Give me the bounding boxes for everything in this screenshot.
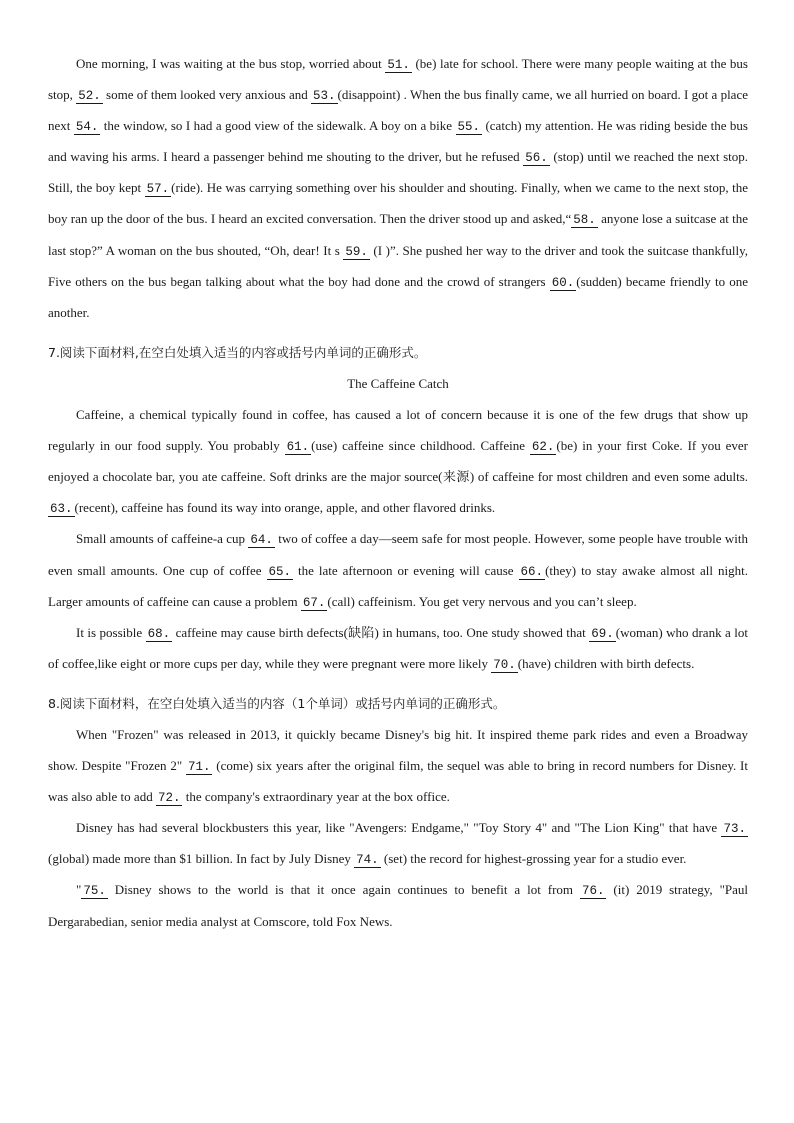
passage-text: One morning, I was waiting at the bus stop, worried about [76, 56, 386, 71]
passage-text: (be) in your first Coke. If you ever enjoyed a chocolate bar, you ate caffeine. Soft drinks are the major source(来源) of caffeine for most children and even some adults. [48, 438, 748, 485]
passage-text: (it) 2019 strategy, "Paul Dergarabedian, senior media analyst at Comscore, told Fox News. [48, 882, 749, 929]
answer-blank[interactable]: 51. [387, 58, 410, 72]
passage-text: Disney has had several blockbusters this year, like "Avengers: Endgame," "Toy Story 4" and "The Lion King" that have [76, 820, 722, 836]
passage-text: (sudden) became friendly to one another. [48, 273, 748, 320]
passage-title: The Caffeine Catch [347, 375, 449, 391]
passage-text: two of coffee a day—seem safe for most people. However, some people have trouble with even small amounts. One cup of coffee [48, 531, 748, 578]
passage-text: When "Frozen" was released in 2013, it quickly became Disney's big hit. It inspired theme park rides and even a Broadway show. Despite "Frozen 2" [48, 726, 748, 774]
answer-blank[interactable]: 62. [531, 440, 555, 455]
passage-text: some of them looked very anxious and [102, 87, 312, 103]
passage-text: Disney shows to the world is that it once again continues to benefit a lot from [107, 882, 580, 898]
passage-paragraph [48, 617, 748, 679]
passage-text: caffeine may cause birth defects(缺陷) in humans, too. One study showed that [172, 624, 590, 640]
passage-text: (stop) until we reached the next stop. Still, the boy kept [48, 149, 749, 196]
answer-blank[interactable]: 54. [75, 120, 99, 135]
answer-blank[interactable]: 75. [83, 884, 106, 899]
passage-paragraph [48, 719, 748, 812]
passage-paragraph [48, 874, 748, 936]
answer-blank[interactable]: 74. [356, 853, 379, 868]
passage-paragraph [48, 48, 748, 328]
answer-blank[interactable]: 63. [50, 502, 73, 517]
passage-text: (use) caffeine since childhood. Caffeine [311, 438, 530, 454]
section-heading: 7.阅读下面材料,在空白处填入适当的内容或括号内单词的正确形式。 [48, 344, 427, 360]
answer-blank[interactable]: 55. [457, 120, 481, 135]
answer-blank[interactable]: 56. [525, 151, 548, 166]
passage-text: (catch) my attention. He was riding beside the bus and waving his arms. I heard a passenger behind me shouting to the driver, but he refused [48, 118, 748, 165]
answer-blank[interactable]: 65. [268, 564, 292, 579]
document-page [48, 48, 748, 937]
passage-text: the company's extraordinary year at the box office. [182, 789, 450, 805]
passage-text: (global) made more than $1 billion. In fact by July Disney [48, 851, 355, 867]
passage-text: (call) caffeinism. You get very nervous and you can’t sleep. [327, 593, 637, 609]
passage-text: Caffeine, a chemical typically found in coffee, has caused a lot of concern because it is one of the few drugs that show up regularly in our food supply. You probably [48, 407, 748, 454]
passage-text: It is possible [76, 624, 146, 640]
answer-blank[interactable]: 70. [493, 657, 516, 672]
passage-text: (woman) who drank a lot of coffee,like eight or more cups per day, while they were pregnant were more likely [48, 624, 748, 671]
answer-blank[interactable]: 76. [581, 884, 605, 899]
passage-text: the window, so I had a good view of the sidewalk. A boy on a bike [100, 118, 456, 134]
passage-text: (I )”. She pushed her way to the driver and took the suitcase thankfully, Five others on the bus began talking about what the boy had done and the crowd of strangers [48, 242, 748, 289]
passage-text: " [76, 882, 82, 898]
passage-text: (disappoint) . When the bus finally came, we all hurried on board. I got a place next [48, 87, 748, 134]
answer-blank[interactable]: 53. [313, 89, 336, 104]
passage-text: (recent), caffeine has found its way into orange, apple, and other flavored drinks. [74, 500, 496, 516]
answer-blank[interactable]: 68. [147, 626, 171, 641]
answer-blank[interactable]: 73. [723, 822, 746, 837]
answer-blank[interactable]: 60. [551, 275, 575, 290]
answer-blank[interactable]: 59. [345, 244, 368, 259]
section-heading: 8.阅读下面材料，在空白处填入适当的内容（1个单词）或括号内单词的正确形式。 [48, 695, 506, 711]
passage-text: (have) children with birth defects. [517, 655, 695, 671]
answer-blank[interactable]: 71. [187, 760, 211, 775]
answer-blank[interactable]: 66. [520, 564, 544, 579]
passage-text: (ride). He was carrying something over his shoulder and shouting. Finally, when we came to the next stop, the boy ran up the door of the bus. I heard an excited conversation. Then the driver stood up and asked,“ [48, 180, 748, 227]
passage-text: (be) late for school. There were many people waiting at the bus stop, [48, 56, 748, 103]
answer-blank[interactable]: 52. [78, 89, 101, 104]
answer-blank[interactable]: 57. [146, 182, 170, 197]
answer-blank[interactable]: 67. [302, 595, 326, 610]
passage-text: (come) six years after the original film, the sequel was able to bring in record numbers for Disney. It was also able to add [48, 758, 748, 805]
passage-paragraph [48, 399, 748, 523]
passage-text: Small amounts of caffeine-a cup [76, 531, 249, 547]
passage-paragraph [48, 523, 748, 616]
answer-blank[interactable]: 72. [157, 791, 181, 806]
passage-paragraph [48, 812, 748, 874]
answer-blank[interactable]: 61. [286, 440, 310, 455]
answer-blank[interactable]: 69. [591, 626, 614, 641]
answer-blank[interactable]: 64. [250, 533, 273, 548]
passage-text: (set) the record for highest-grossing year for a studio ever. [380, 851, 687, 867]
passage-text: the late afternoon or evening will cause [293, 562, 519, 578]
answer-blank[interactable]: 58. [573, 213, 596, 228]
passage-text: anyone lose a suitcase at the last stop?” A woman on the bus shouted, “Oh, dear! It s [48, 211, 749, 258]
passage-text: (they) to stay awake almost all night. Larger amounts of caffeine can cause a problem [48, 562, 748, 609]
